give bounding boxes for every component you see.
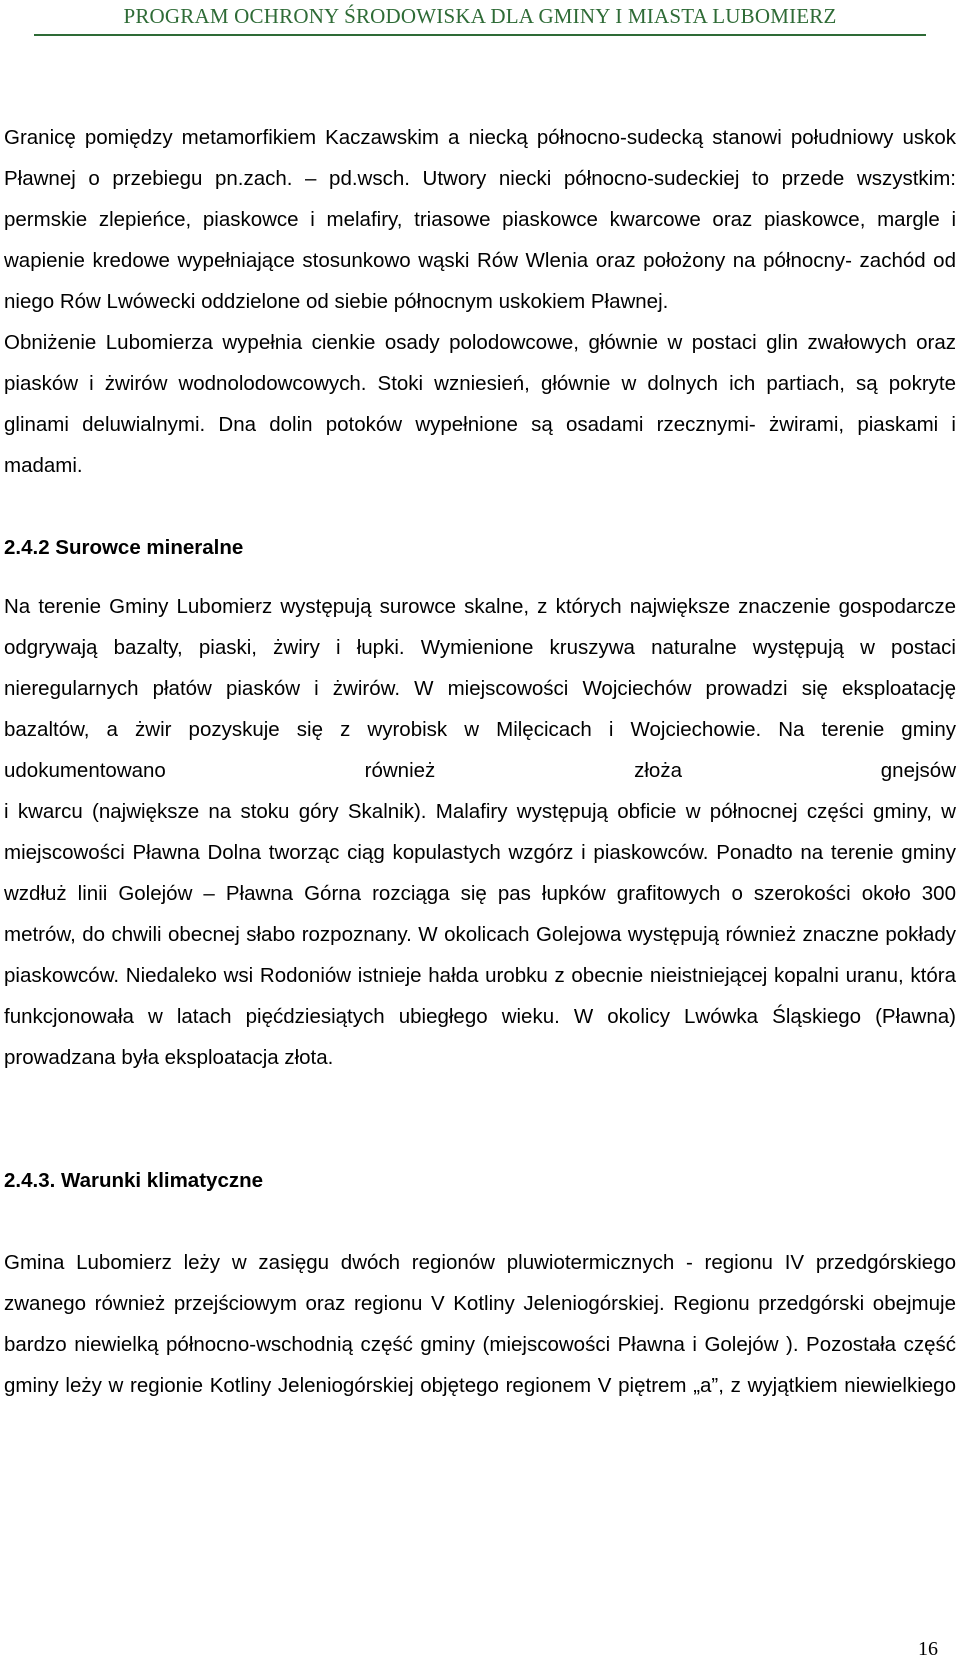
paragraph-geology: Granicę pomiędzy metamorfikiem Kaczawskim a niecką północno-sudecką stanowi południowy uskok Pławnej o przebiegu pn.zach. – pd.wsch. Utwory niecki północno-sudeckiej to przede wszystkim: permskie zlepieńce, piaskowce i melafiry, triasowe piaskowce kwarcowe oraz piaskowce, margle i wapienie kredowe wypełniające stosunkowo wąski Rów Wlenia oraz położony na północny- zachód od niego Rów Lwówecki oddzielone od siebie północnym uskokiem Pławnej. (4, 126, 956, 313)
paragraph-lubomierz-depression: Obniżenie Lubomierza wypełnia cienkie osady polodowcowe, głównie w postaci glin zwałowych oraz piasków i żwirów wodnolodowcowych. Stoki wzniesień, głównie w dolnych ich partiach, są pokryte glinami deluwialnymi. Dna dolin potoków wypełnione są osadami rzecznymi- żwirami, piaskami i madami. (4, 331, 956, 477)
page-header (34, 0, 926, 36)
spacer (4, 486, 956, 527)
section-heading-climate: 2.4.3. Warunki klimatyczne (4, 1169, 264, 1192)
paragraph-climate: Gmina Lubomierz leży w zasięgu dwóch regionów pluwiotermicznych - regionu IV przedgórskiego zwanego również przejściowym oraz regionu V Kotliny Jeleniogórskiej. Regionu przedgórski obejmuje bardzo niewielką północno-wschodnią część gminy (miejscowości Pławna i Golejów ). Pozostała część gminy leży w regionie Kotliny Jeleniogórskiej objętego regionem V piętrem „a”, z wyjątkiem niewielkiego (4, 1251, 956, 1397)
spacer (4, 1201, 956, 1242)
spacer (4, 1078, 956, 1160)
paragraph-mineral-resources-part1: Na terenie Gminy Lubomierz występują surowce skalne, z których największe znaczenie gospodarcze odgrywają bazalty, piaski, żwiry i łupki. Wymienione kruszywa naturalne występują w postaci nieregularnych płatów piasków i żwirów. W miejscowości Wojciechów prowadzi się eksploatację bazaltów, a żwir pozyskuje się z wyrobisk w Milęcicach i Wojciechowie. Na terenie gminy udokumentowano również złoża gnejsów (4, 595, 956, 782)
page-number: 16 (918, 1638, 938, 1660)
spacer (4, 568, 956, 586)
document-body (4, 117, 956, 1406)
header-title: PROGRAM OCHRONY ŚRODOWISKA DLA GMINY I MIASTA LUBOMIERZ (123, 4, 837, 28)
paragraph-mineral-resources-part2: i kwarcu (największe na stoku góry Skalnik). Malafiry występują obficie w północnej części gminy, w miejscowości Pławna Dolna tworząc ciąg kopulastych wzgórz i piaskowców. Ponadto na terenie gminy wzdłuż linii Golejów – Pławna Górna rozciąga się pas łupków grafitowych o szerokości około 300 metrów, do chwili obecnej słabo rozpoznany. W okolicach Golejowa występują również znaczne pokłady piaskowców. Niedaleko wsi Rodoniów istnieje hałda urobku z obecnie nieistniejącej kopalni uranu, która funkcjonowała w latach pięćdziesiątych ubiegłego wieku. W okolicy Lwówka Śląskiego (Pławna) prowadzana była eksploatacja złota. (4, 800, 956, 1069)
section-heading-mineral-resources: 2.4.2 Surowce mineralne (4, 536, 244, 559)
